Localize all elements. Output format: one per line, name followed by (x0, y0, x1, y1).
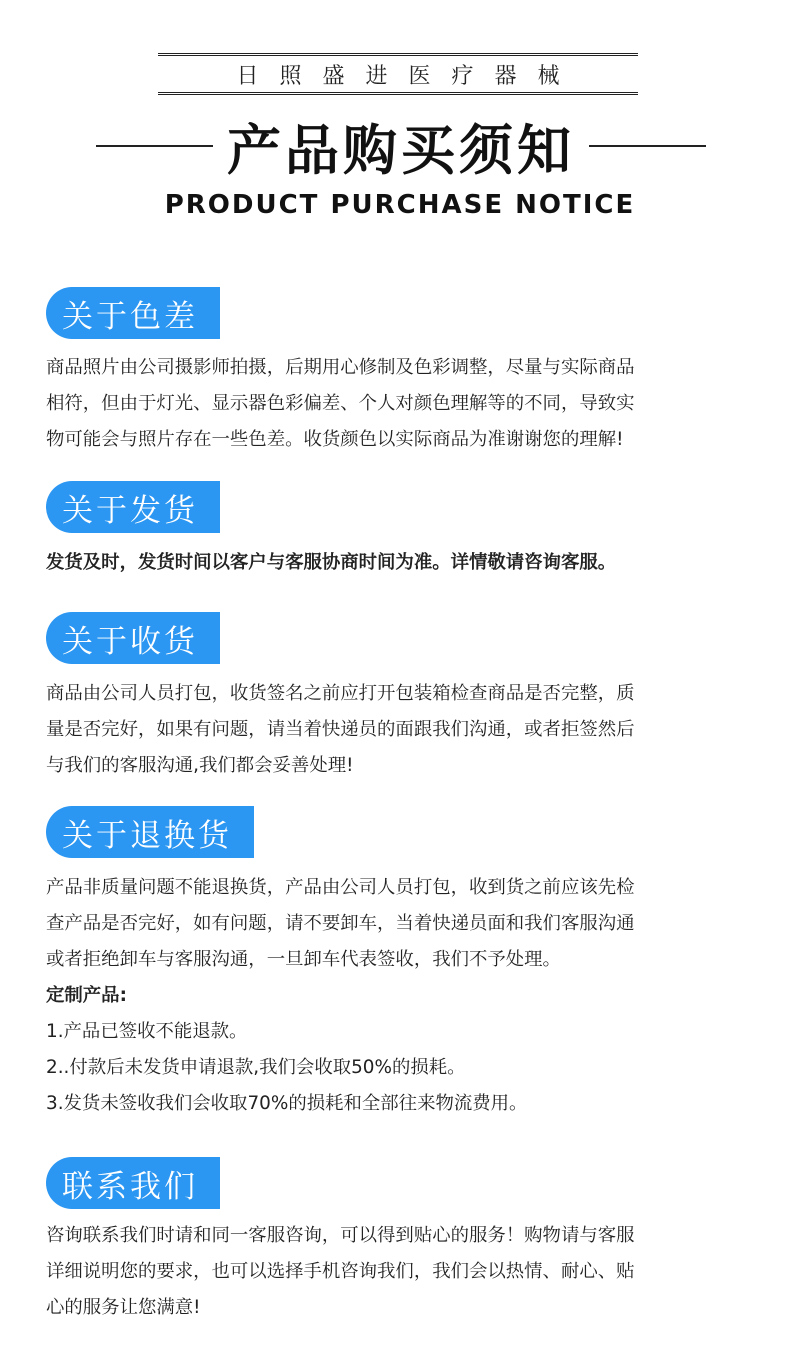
company-name: 日照盛进医疗器械 (236, 63, 581, 89)
title-divider-left (96, 145, 213, 147)
paragraph-line: 查产品是否完好，如有问题，请不要卸车，当着快递员面和我们客服沟通 (46, 913, 635, 934)
section-heading-color-difference: 关于色差 (46, 287, 220, 339)
custom-product-item: 1.产品已签收不能退款。 (46, 1021, 248, 1042)
page-subtitle: PRODUCT PURCHASE NOTICE (164, 190, 636, 220)
paragraph-line: 量是否完好，如果有问题，请当着快递员的面跟我们沟通，或者拒签然后 (46, 719, 635, 740)
paragraph-line: 商品由公司人员打包，收货签名之前应打开包装箱检查商品是否完整，质 (46, 683, 635, 704)
custom-product-item: 3.发货未签收我们会收取70%的损耗和全部往来物流费用。 (46, 1093, 528, 1114)
paragraph-line: 详细说明您的要求，也可以选择手机咨询我们，我们会以热情、耐心、贴 (46, 1261, 635, 1282)
paragraph-line: 物可能会与照片存在一些色差。收货颜色以实际商品为准谢谢您的理解! (46, 429, 624, 450)
section-body-color-difference (46, 350, 760, 458)
paragraph-line: 发货及时，发货时间以客户与客服协商时间为准。详情敬请咨询客服。 (46, 552, 617, 573)
main-title-row (96, 108, 706, 184)
paragraph-line: 产品非质量问题不能退换货，产品由公司人员打包，收到货之前应该先检 (46, 877, 635, 898)
paragraph-line: 心的服务让您满意! (46, 1297, 201, 1318)
section-heading-returns: 关于退换货 (46, 806, 254, 858)
section-body-returns (46, 870, 760, 1122)
section-body-contact (46, 1218, 760, 1326)
custom-products-label: 定制产品: (46, 985, 127, 1006)
section-heading-contact: 联系我们 (46, 1157, 220, 1209)
custom-product-item: 2..付款后未发货申请退款,我们会收取50%的损耗。 (46, 1057, 466, 1078)
paragraph-line: 商品照片由公司摄影师拍摄，后期用心修制及色彩调整，尽量与实际商品 (46, 357, 635, 378)
section-body-shipping (46, 545, 760, 581)
section-heading-receiving: 关于收货 (46, 612, 220, 664)
page-title: 产品购买须知 (227, 118, 575, 182)
section-body-receiving (46, 676, 760, 784)
paragraph-line: 咨询联系我们时请和同一客服咨询，可以得到贴心的服务！购物请与客服 (46, 1225, 635, 1246)
paragraph-line: 相符，但由于灯光、显示器色彩偏差、个人对颜色理解等的不同，导致实 (46, 393, 635, 414)
paragraph-line: 或者拒绝卸车与客服沟通，一旦卸车代表签收，我们不予处理。 (46, 949, 561, 970)
company-name-banner (158, 53, 638, 95)
section-heading-shipping: 关于发货 (46, 481, 220, 533)
paragraph-line: 与我们的客服沟通,我们都会妥善处理! (46, 755, 354, 776)
title-divider-right (589, 145, 706, 147)
